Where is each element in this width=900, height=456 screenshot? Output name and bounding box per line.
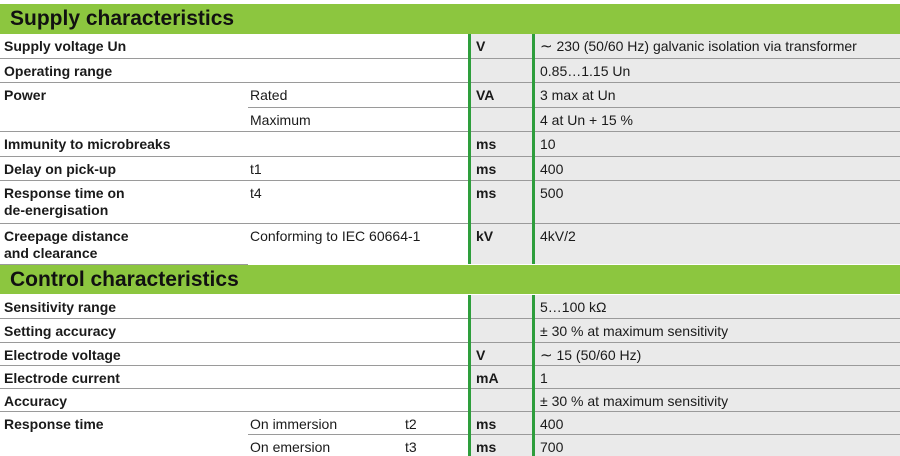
microbreaks-unit: ms <box>470 132 532 156</box>
power-rated-row <box>0 83 900 107</box>
emersion-unit: ms <box>470 435 532 456</box>
sensitivity-value: 5…100 kΩ <box>534 295 900 318</box>
pickup-unit: ms <box>470 157 532 180</box>
power-rated-sub: Rated <box>250 87 288 103</box>
supply-section-title: Supply characteristics <box>0 4 900 34</box>
power-label: Power <box>4 87 47 103</box>
setting-accuracy-value: ± 30 % at maximum sensitivity <box>534 319 900 342</box>
response-time-label: Response time <box>4 416 104 432</box>
column-separator-unit <box>468 295 471 456</box>
column-separator-unit <box>468 34 471 264</box>
immersion-unit: ms <box>470 412 532 434</box>
column-separator-value <box>532 295 535 456</box>
control-section-title: Control characteristics <box>0 265 900 294</box>
response-deenergisation-label-1: Response time on <box>4 185 125 201</box>
response-deenergisation-value: 500 <box>534 181 900 223</box>
immersion-value: 400 <box>534 412 900 434</box>
power-rated-value: 3 max at Un <box>534 83 900 107</box>
microbreaks-label: Immunity to microbreaks <box>4 136 171 152</box>
electrode-voltage-value: 15 (50/60 Hz) <box>556 347 642 363</box>
creepage-label-1: Creepage distance <box>4 228 129 244</box>
sensitivity-label: Sensitivity range <box>4 299 117 315</box>
ac-tilde-symbol: ∼ <box>540 347 553 364</box>
supply-voltage-label: Supply voltage Un <box>4 38 127 54</box>
pickup-label: Delay on pick-up <box>4 161 117 177</box>
power-max-row <box>0 108 900 131</box>
emersion-t: t3 <box>405 439 417 455</box>
power-unit: VA <box>470 83 532 107</box>
supply-voltage-row <box>0 34 900 58</box>
supply-voltage-value: 230 (50/60 Hz) galvanic isolation via transformer <box>556 38 857 54</box>
emersion-value: 700 <box>534 435 900 456</box>
ac-tilde-symbol: ∼ <box>540 38 553 55</box>
microbreaks-row <box>0 132 900 156</box>
setting-accuracy-label: Setting accuracy <box>4 323 117 339</box>
creepage-sub: Conforming to IEC 60664-1 <box>250 228 421 244</box>
operating-range-label: Operating range <box>4 63 113 79</box>
pickup-value: 400 <box>534 157 900 180</box>
electrode-voltage-row <box>0 343 900 365</box>
electrode-voltage-unit: V <box>470 343 532 365</box>
response-deenergisation-row <box>0 181 900 223</box>
electrode-current-row <box>0 366 900 388</box>
column-separator-value <box>532 34 535 264</box>
electrode-current-unit: mA <box>470 366 532 388</box>
microbreaks-value: 10 <box>534 132 900 156</box>
electrode-current-value: 1 <box>534 366 900 388</box>
pickup-row <box>0 157 900 180</box>
operating-range-row <box>0 59 900 82</box>
immersion-t: t2 <box>405 416 417 432</box>
accuracy-row <box>0 389 900 411</box>
electrode-current-label: Electrode current <box>4 370 120 386</box>
sensitivity-row <box>0 295 900 318</box>
emersion-sub: On emersion <box>250 439 331 455</box>
operating-range-value: 0.85…1.15 Un <box>534 59 900 82</box>
power-max-sub: Maximum <box>250 112 311 128</box>
accuracy-value: ± 30 % at maximum sensitivity <box>534 389 900 411</box>
immersion-sub: On immersion <box>250 416 338 432</box>
accuracy-label: Accuracy <box>4 393 68 409</box>
response-deenergisation-label-2: de-energisation <box>4 202 109 218</box>
response-deenergisation-unit: ms <box>470 181 532 223</box>
supply-voltage-unit: V <box>470 34 532 58</box>
pickup-sub: t1 <box>250 161 262 177</box>
response-immersion-row <box>0 412 900 434</box>
creepage-row <box>0 224 900 264</box>
power-max-value: 4 at Un + 15 % <box>534 108 900 131</box>
setting-accuracy-row <box>0 319 900 342</box>
electrode-voltage-label: Electrode voltage <box>4 347 121 363</box>
creepage-unit: kV <box>470 224 532 264</box>
creepage-value: 4kV/2 <box>534 224 900 264</box>
response-emersion-row <box>0 435 900 456</box>
response-deenergisation-sub: t4 <box>250 185 262 201</box>
creepage-label-2: and clearance <box>4 245 98 261</box>
